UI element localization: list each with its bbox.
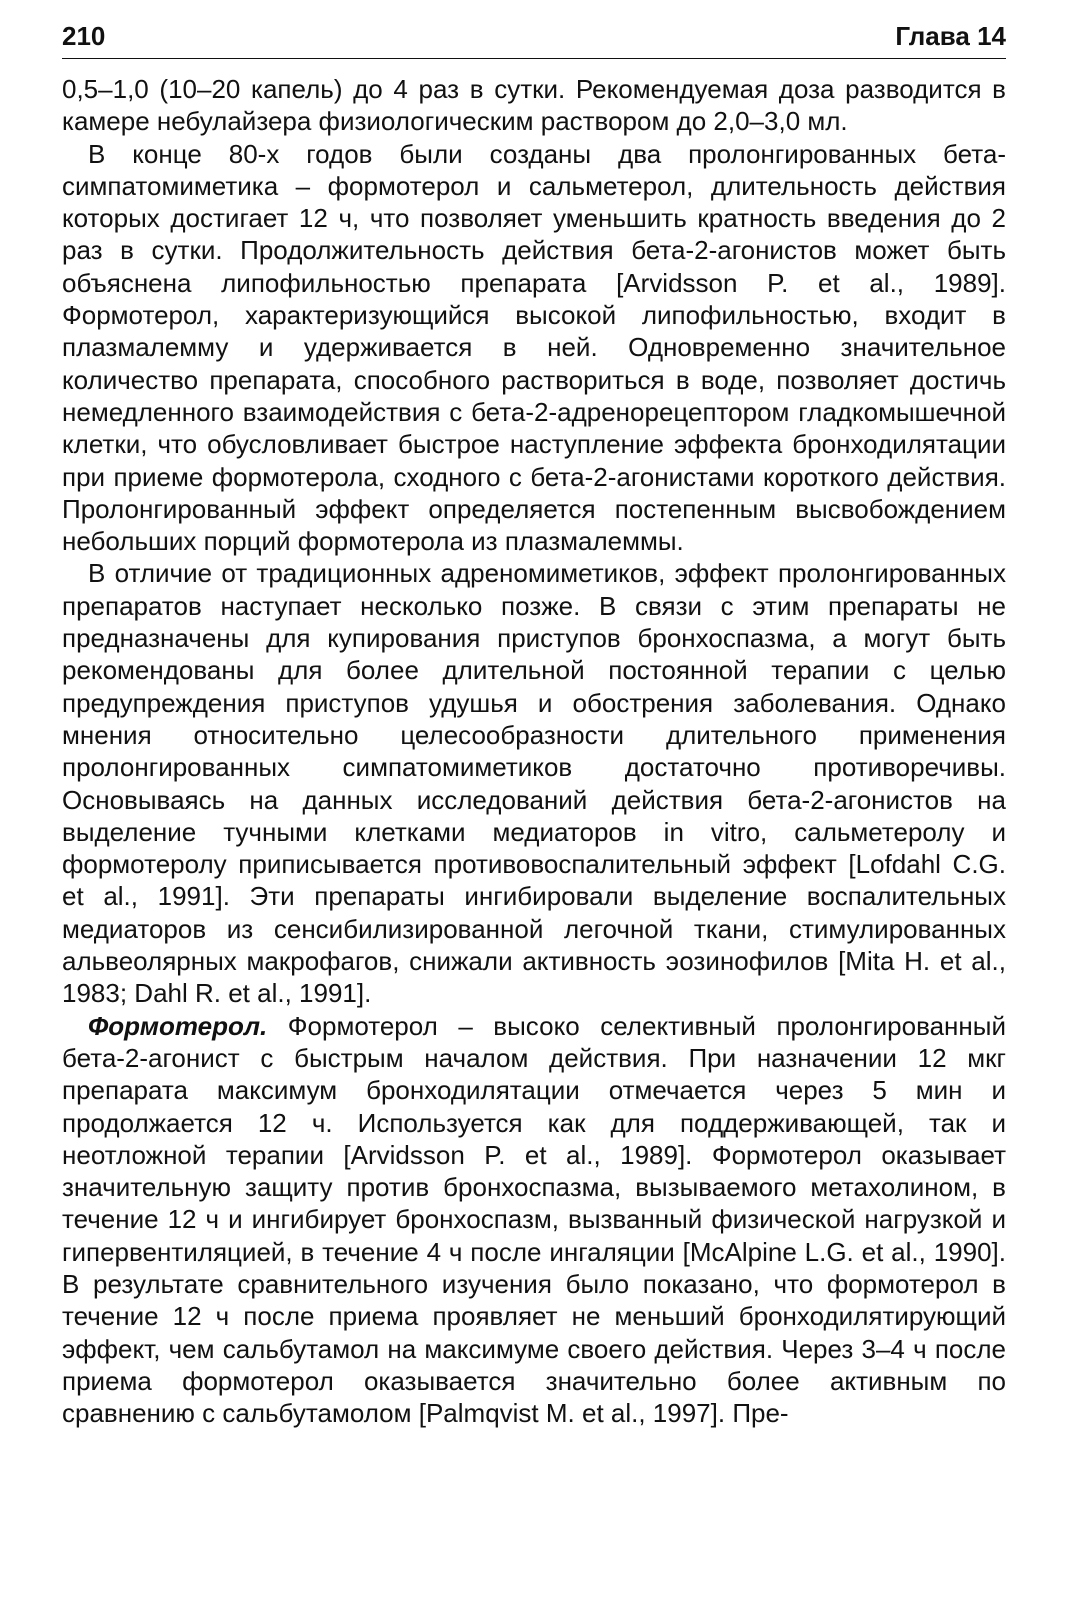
chapter-title: Глава 14 <box>895 21 1006 51</box>
paragraph-long-acting-agonists <box>62 138 1006 558</box>
book-page <box>62 18 1006 1429</box>
paragraph-text: В конце 80-х годов были созданы два пролонгированных бета-симпатомиметика – формотерол и сальметерол, длительность действия которых достигает 12 ч, что позволяет уменьшить кратность введения до 2 раз в сутки. Продолжительность действия бета-2-агонистов может быть объяснена липофильностью препарата [Arvidsson P. et al., 1989]. Формотерол, характеризующийся высокой липофильностью, входит в плазмалемму и удерживается в ней. Одновременно значительное количество препарата, способного раствориться в воде, позволяет достичь немедленного взаимодействия с бета-2-адренорецептором гладкомышечной клетки, что обусловливает быстрое наступление эффекта бронходилятации при приеме формотерола, сходного с бета-2-агонистами короткого действия. Пролонгированный эффект определяется постепенным высвобождением небольших порций формотерола из плазмалеммы. <box>62 138 1006 557</box>
paragraph-text: 0,5–1,0 (10–20 капель) до 4 раз в сутки. Рекомендуемая доза разводится в камере небулайзера физиологическим раствором до 2,0–3,0 мл. <box>62 74 1006 137</box>
run-in-heading: Формотерол. <box>88 1010 268 1041</box>
paragraph-text: В отличие от традиционных адреномиметиков, эффект пролонгированных препаратов наступает несколько позже. В связи с этим препараты не предназначены для купирования приступов бронхоспазма, а могут быть рекомендованы для более длительной постоянной терапии с целью предупреждения приступов удушья и обострения заболевания. Однако мнения относительно целесообразности длительного применения пролонгированных симпатомиметиков достаточно противоречивы. Основываясь на данных исследований действия бета-2-агонистов на выделение тучными клетками медиаторов in vitro, сальметеролу и формотеролу приписывается противовоспалительный эффект [Lofdahl C.G. et al., 1991]. Эти препараты ингибировали выделение воспалительных медиаторов из сенсибилизированной легочной ткани, стимулированных альвеолярных макрофагов, снижали активность эозинофилов [Mita H. et al., 1983; Dahl R. et al., 1991]. <box>62 558 1006 1009</box>
paragraph-differences <box>62 557 1006 1009</box>
paragraph-continued <box>62 73 1006 138</box>
paragraph-formoterol <box>62 1010 1006 1430</box>
paragraph-text: Формотерол – высоко селективный пролонгированный бета-2-агонист с быстрым началом действия. При назначении 12 мкг препарата максимум бронходилятации отмечается через 5 мин и продолжается 12 ч. Используется как для поддерживающей, так и неотложной терапии [Arvidsson P. et al., 1989]. Формотерол оказывает значительную защиту против бронхоспазма, вызываемого метахолином, в течение 12 ч и ингибирует бронхоспазм, вызванный физической нагрузкой и гипервентиляцией, в течение 4 ч после ингаляции [McAlpine L.G. et al., 1990]. В результате сравнительного изучения было показано, что формотерол в течение 12 ч после приема проявляет не меньший бронходилятирующий эффект, чем сальбутамол на максимуме своего действия. Через 3–4 ч после приема формотерол оказывается значительно более активным по сравнению с сальбутамолом [Palmqvist M. et al., 1997]. Пре- <box>62 1010 1006 1429</box>
page-number: 210 <box>62 21 106 51</box>
running-head <box>62 18 1006 59</box>
body-text <box>62 73 1006 1429</box>
